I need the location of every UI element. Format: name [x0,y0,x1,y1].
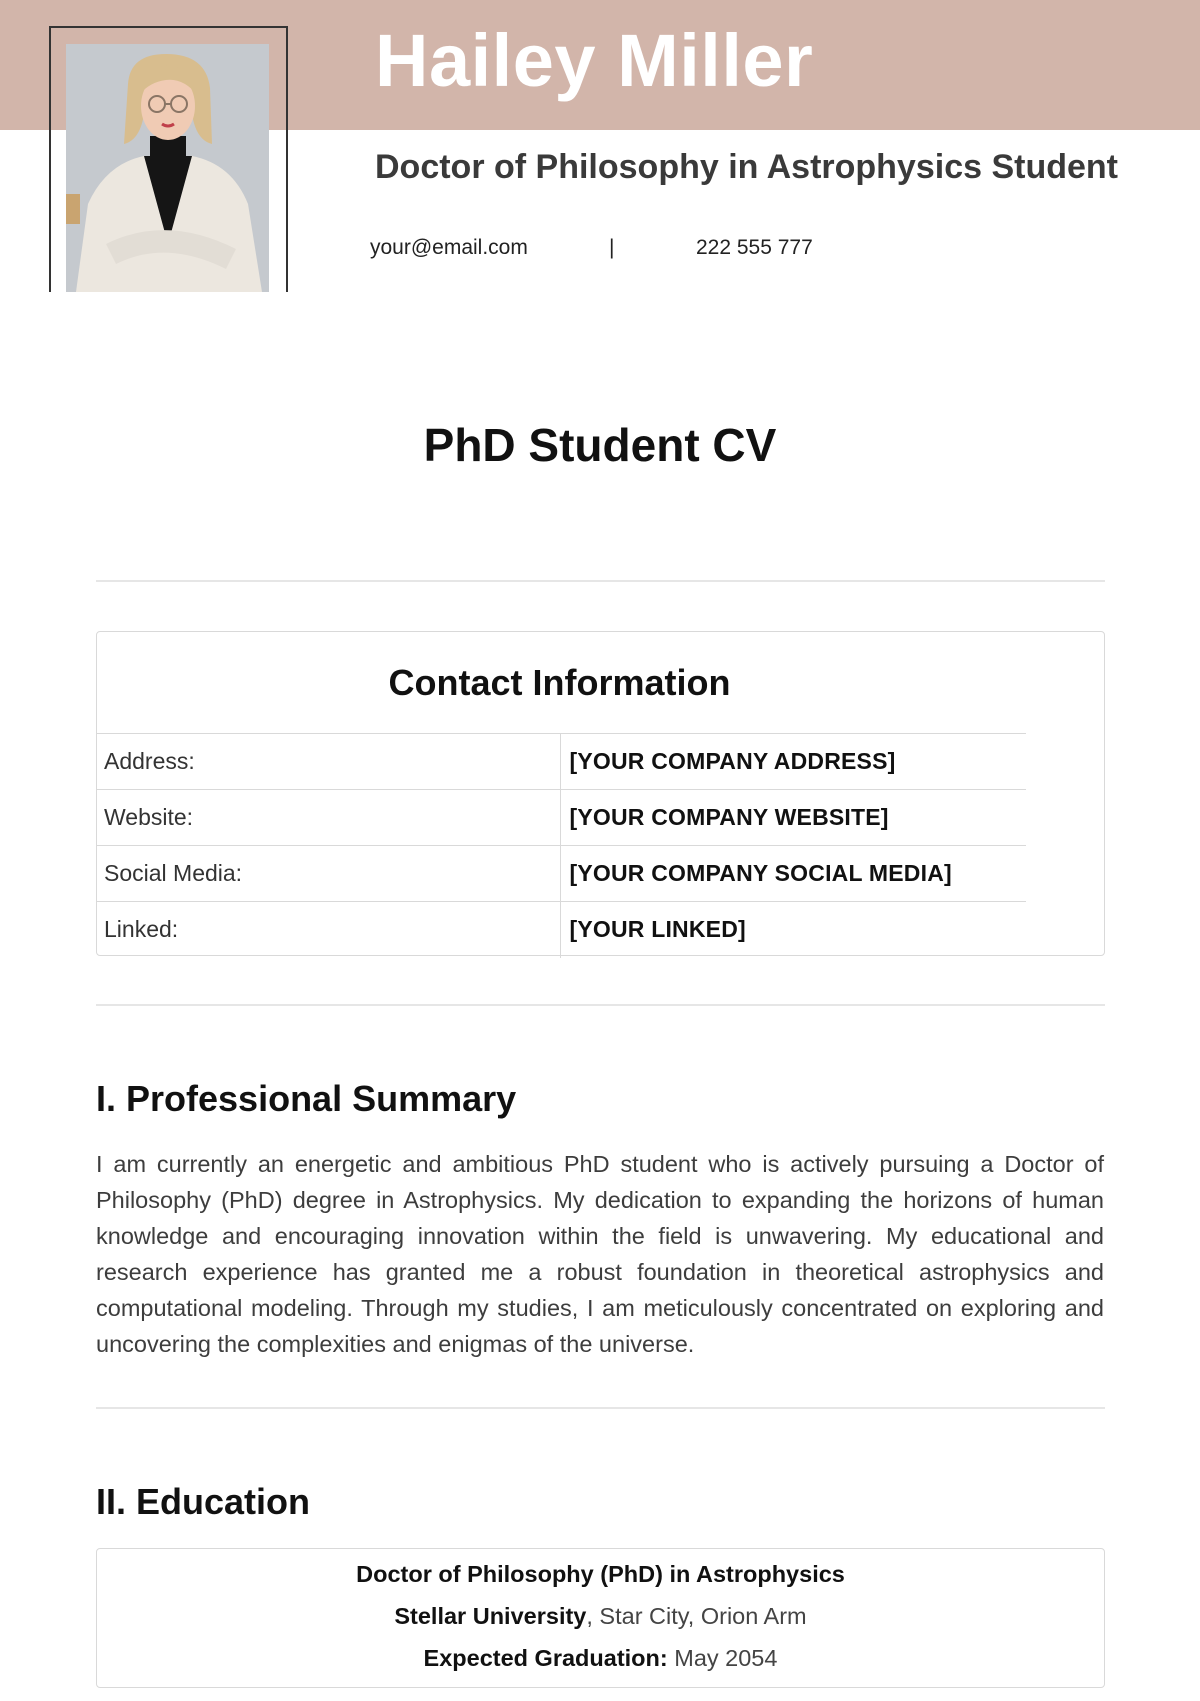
contact-value: [YOUR COMPANY WEBSITE] [560,790,1026,846]
divider [96,1004,1105,1006]
university-location: , Star City, Orion Arm [586,1603,807,1629]
contact-separator: | [609,236,615,259]
table-row [97,846,1026,902]
graduation-label: Expected Graduation: [423,1645,668,1671]
degree-line [97,1561,1104,1588]
graduation-date: May 2054 [667,1645,778,1671]
contact-value: [YOUR COMPANY SOCIAL MEDIA] [560,846,1026,902]
education-heading: II. Education [96,1481,311,1522]
university-name: Stellar University [394,1603,587,1629]
contact-heading: Contact Information [388,662,731,703]
contact-information-box [96,631,1105,956]
divider [96,1407,1105,1409]
contact-value: [YOUR COMPANY ADDRESS] [560,734,1026,790]
table-row [97,734,1026,790]
candidate-subtitle: Doctor of Philosophy in Astrophysics Student [375,148,1119,186]
contact-label: Address: [97,734,560,790]
contact-value: [YOUR LINKED] [560,902,1026,958]
candidate-name: Hailey Miller [375,19,814,102]
phone-text: 222 555 777 [696,236,813,259]
contact-label: Social Media: [97,846,560,902]
divider [96,580,1105,582]
table-row [97,902,1026,958]
degree-text: Doctor of Philosophy (PhD) in Astrophysics [356,1561,845,1587]
contact-table [97,733,1026,958]
summary-text: I am currently an energetic and ambitious PhD student who is actively pursuing a Doctor of Philosophy (PhD) degree in Astrophysics. My dedication to expanding the horizons of human knowledge and encouraging innovation within the field is unwavering. My educational and research experience has granted me a robust foundation in theoretical astrophysics and computational modeling. Through my studies, I am meticulously concentrated on exploring and uncovering the complexities and enigmas of the universe. [96,1151,1104,1357]
summary-heading: I. Professional Summary [96,1078,517,1119]
contact-label: Website: [97,790,560,846]
table-row [97,790,1026,846]
education-box [96,1548,1105,1688]
contact-label: Linked: [97,902,560,958]
email-text: your@email.com [370,236,528,259]
profile-photo [66,44,269,292]
graduation-line [97,1645,1104,1672]
university-line [97,1603,1104,1630]
page-title: PhD Student CV [423,419,777,471]
